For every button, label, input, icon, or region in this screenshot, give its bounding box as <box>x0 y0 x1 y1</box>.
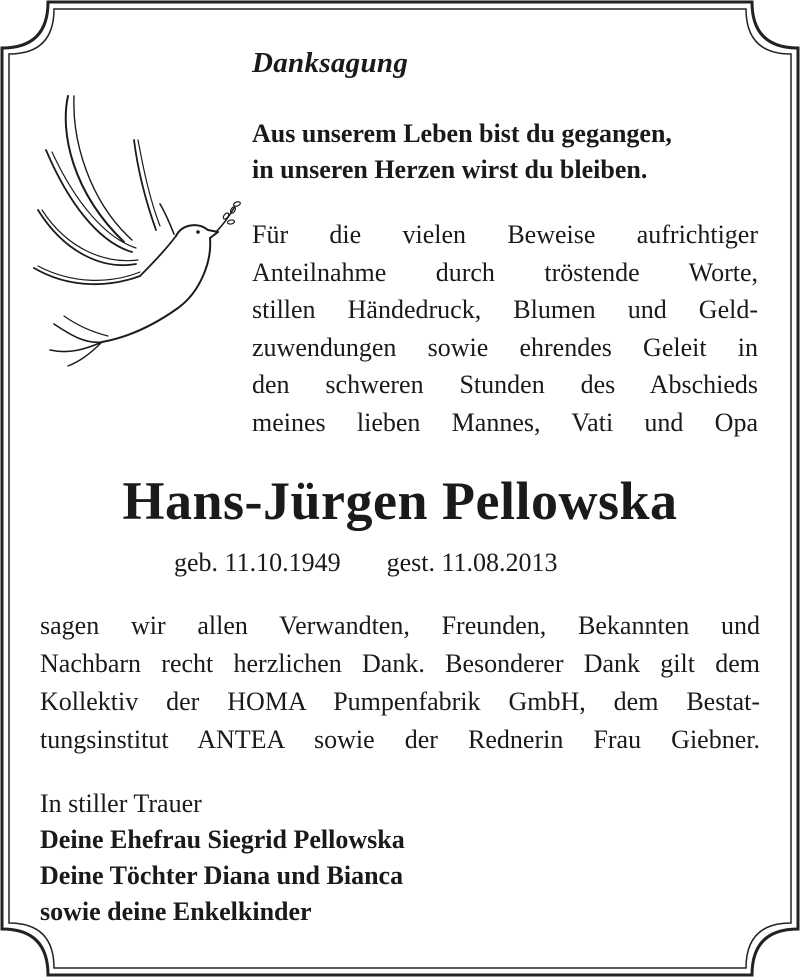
signer-line: Deine Töchter Diana und Bianca <box>40 861 404 890</box>
deceased-name: Hans-Jürgen Pellowska <box>122 471 678 531</box>
intro-line: Für die vielen Beweise aufrichtiger <box>252 220 758 249</box>
intro-line: stillen Händedruck, Blumen und Geld- <box>252 295 758 325</box>
thanks-line: sagen wir allen Verwandten, Freunden, Bekannten und <box>40 611 760 640</box>
birth-date: geb. 11.10.1949 <box>174 548 341 577</box>
thanks-line: Kollektiv der HOMA Pumpenfabrik GmbH, dem Bestat- <box>40 687 760 716</box>
thanks-text <box>40 607 760 759</box>
verse-line: in unseren Herzen wirst du bleiben. <box>252 155 648 184</box>
signer-line: sowie deine Enkelkinder <box>40 897 312 926</box>
intro-text <box>252 216 758 442</box>
life-dates <box>174 548 558 578</box>
closing-lead: In stiller Trauer <box>40 789 202 818</box>
intro-line: meines lieben Mannes, Vati und Opa <box>252 407 758 437</box>
thanks-line: tungsinstitut ANTEA sowie der Rednerin Frau Giebner. <box>40 725 760 754</box>
intro-line: den schweren Stunden des Abschieds <box>252 370 758 400</box>
intro-line: zuwendungen sowie ehrendes Geleit in <box>252 332 758 362</box>
thanks-line: Nachbarn recht herzlichen Dank. Besonderer Dank gilt dem <box>40 649 760 678</box>
dove-icon <box>28 92 243 372</box>
intro-line: Anteilnahme durch tröstende Worte, <box>252 257 758 287</box>
memorial-verse <box>252 116 772 188</box>
signer-line: Deine Ehefrau Siegrid Pellowska <box>40 825 405 854</box>
verse-line: Aus unserem Leben bist du gegangen, <box>252 119 672 148</box>
death-date: gest. 11.08.2013 <box>386 548 558 577</box>
page-title: Danksagung <box>252 47 409 79</box>
closing-block <box>40 786 405 930</box>
